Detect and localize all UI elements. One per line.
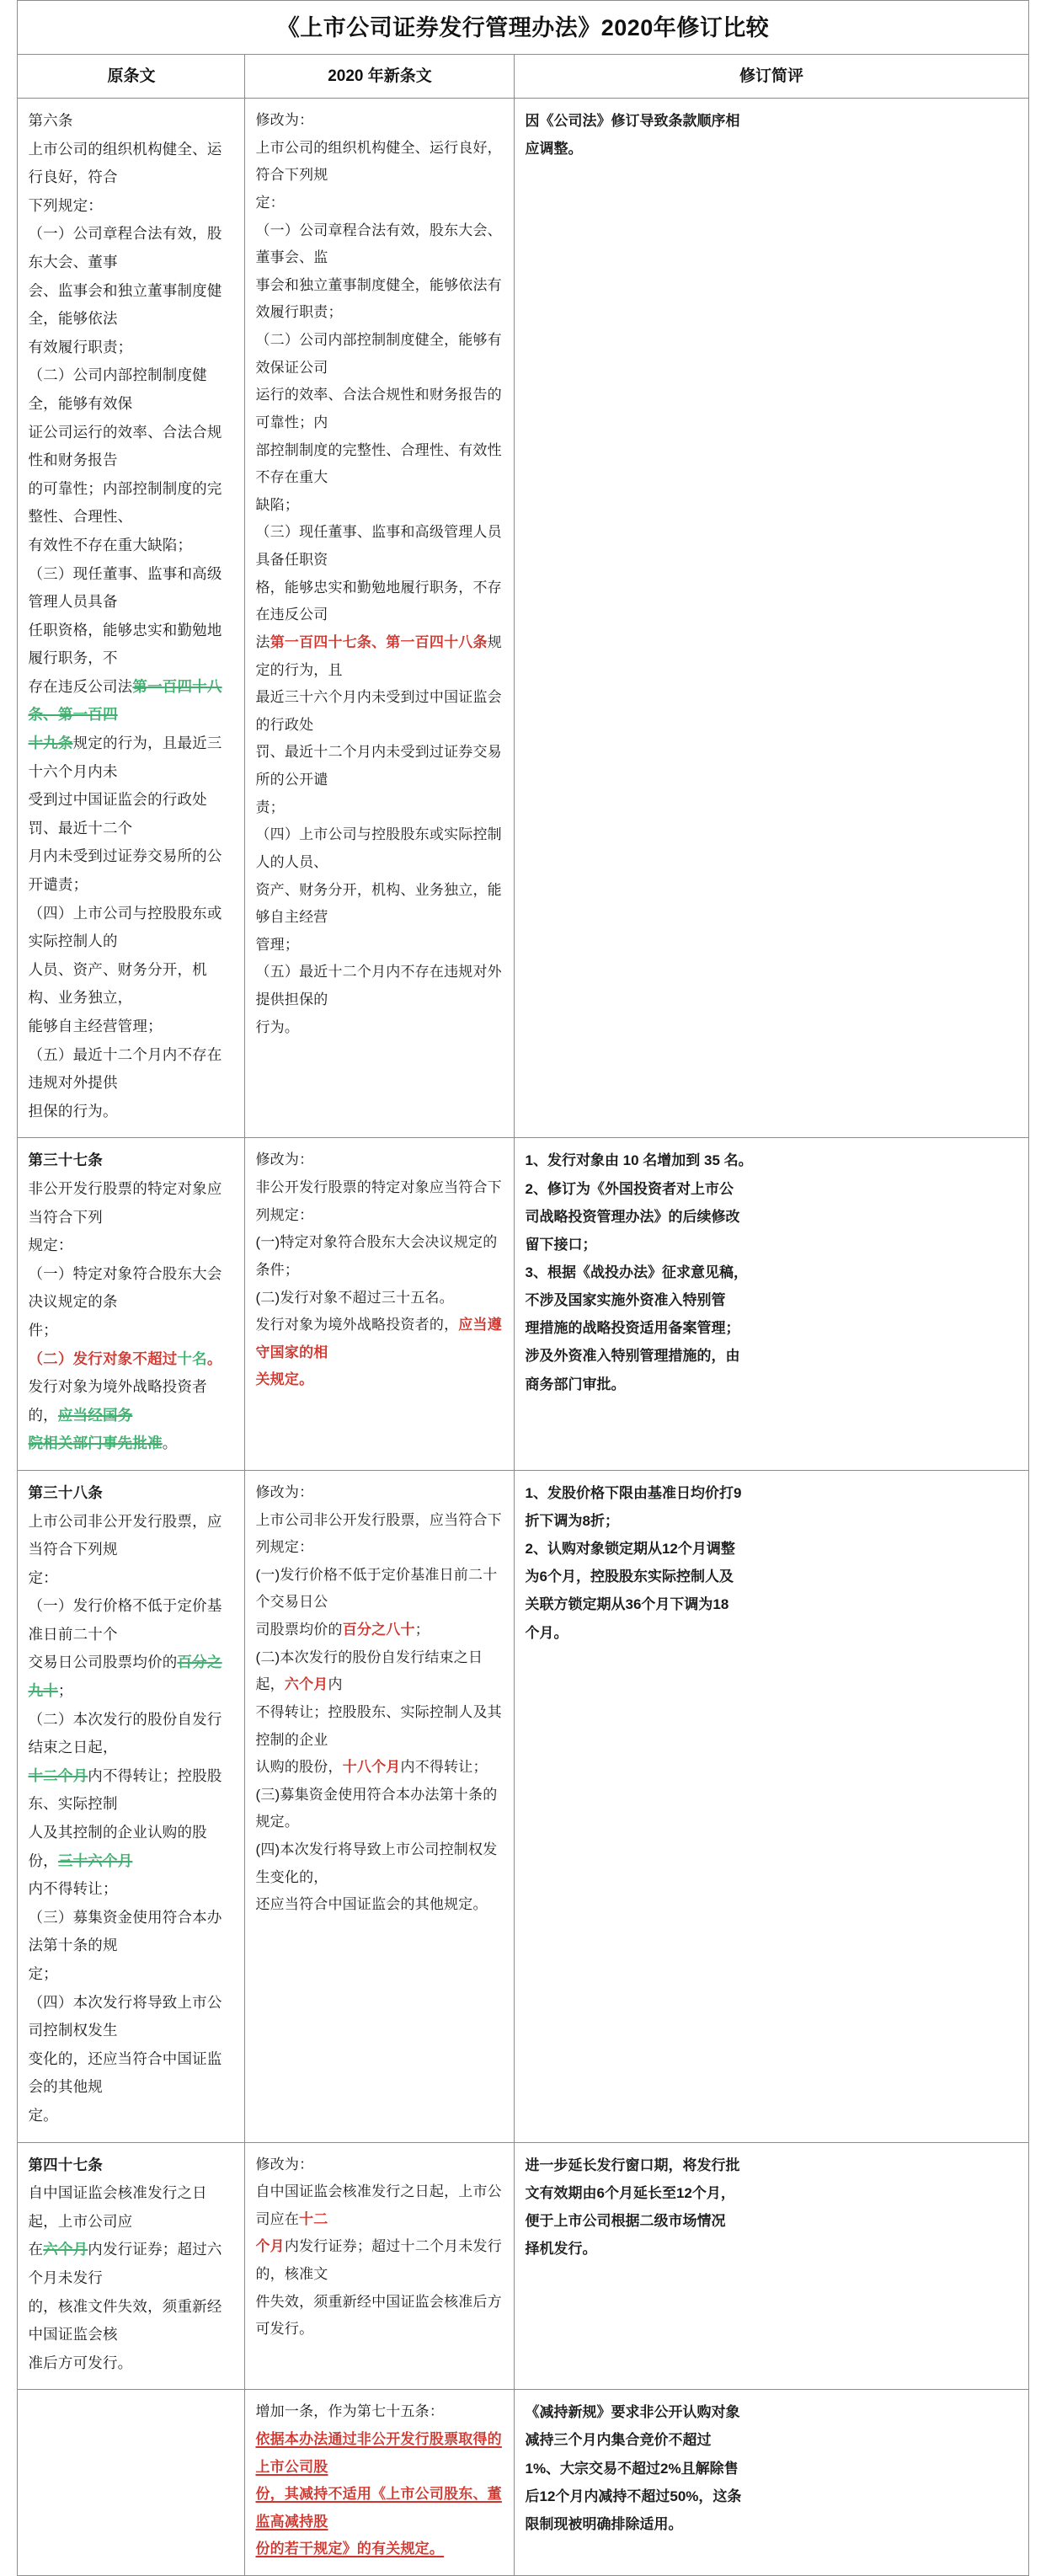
added-text: 十八个月: [342, 1759, 401, 1776]
deleted-law-ref-line2: 十九条规定的行为，且最近三十六个月内未: [28, 735, 222, 780]
cell-original-empty: [18, 2390, 245, 2576]
cell-original-article-6: 第六条 上市公司的组织机构健全、运行良好，符合 下列规定： （一）公司章程合法有效，股东大会、董事 会、监事会和独立董事制度健全，能够依法 有效履行职责； （二）公司内部控制制度健全，能够有效保 证公司运行的效率、合法合规性和财务报告 的可靠性；内部控制制度的完整性、合理性、 有效性不存在重大缺陷； （三）现任董事、监事和高级管理人员具备 任职资格，能够忠实和勤勉地履行职务，不 存在违反公司法第一百四十八条、第一百四 十九条规定的行为，且最近三十六个月内未 受到过中国证监会的行政处罚、最近十二个 月内未受到过证券交易所的公开谴责； （四）上市公司与控股股东或实际控制人的 人员、资产、财务分开，机构、业务独立， 能够自主经营管理； （五）最近十二个月内不存在违规对外提供 担保的行为。: [18, 99, 245, 1138]
cell-revised-article-6: 修改为： 上市公司的组织机构健全、运行良好，符合下列规 定： （一）公司章程合法有效，股东大会、董事会、监 事会和独立董事制度健全，能够依法有效履行职责； （二）公司内部控制制度健全，能够有效保证公司 运行的效率、合法合规性和财务报告的可靠性；内 部控制制度的完整性、合理性、有效性不存在重大 缺陷； （三）现任董事、监事和高级管理人员具备任职资 格，能够忠实和勤勉地履行职务，不存在违反公司 法第一百四十七条、第一百四十八条规定的行为，且 最近三十六个月内未受到过中国证监会的行政处 罚、最近十二个月内未受到过证券交易所的公开谴 责； （四）上市公司与控股股东或实际控制人的人员、 资产、财务分开，机构、业务独立，能够自主经营 管理； （五）最近十二个月内不存在违规对外提供担保的 行为。: [245, 99, 515, 1138]
deleted-text: 院相关部门事先批准: [28, 1435, 163, 1452]
added-text: 关规定: [255, 1371, 300, 1388]
added-text: 十二: [299, 2210, 328, 2227]
table-header-row: [18, 55, 1028, 99]
changed-line-approval-1: 发行对象为境外战略投资者的，应当经国务: [28, 1378, 207, 1424]
added-price-line: 司股票均价的百分之八十；: [255, 1622, 430, 1638]
deleted-text: 六个月: [43, 2241, 88, 2258]
deleted-text: 三十六个月: [57, 1852, 133, 1869]
article-heading: 第三十七条: [28, 1152, 103, 1169]
added-text: 第一百四十七条、第一百四十八条: [270, 633, 488, 650]
deleted-text: 百分之九十: [28, 1654, 222, 1700]
added-law-ref-line: 法第一百四十七条、第一百四十八条规定的行为，且: [255, 633, 502, 678]
changed-line-approval-2: 院相关部门事先批准。: [28, 1435, 178, 1452]
column-header-revised: 2020 年新条文: [245, 55, 515, 99]
deleted-text: 十二个月: [28, 1766, 88, 1784]
deleted-text: 十名: [177, 1349, 207, 1367]
cell-original-article-38: 第三十八条 上市公司非公开发行股票，应当符合下列规 定： （一）发行价格不低于定价基准日前二十个 交易日公司股票均价的百分之九十； （二）本次发行的股份自发行结束之日起， 十二个月内不得转让；控股股东、实际控制 人及其控制的企业认购的股份，三十六个月 内不得转让； （三）募集资金使用符合本办法第十条的规 定； （四）本次发行将导致上市公司控制权发生 变化的，还应当符合中国证监会的其他规 定。: [18, 1470, 245, 2142]
added-text: 份，其减持不适用《上市公司股东、董监高减持股: [255, 2486, 502, 2530]
title-row: [18, 1, 1028, 55]
cell-revised-article-38: 修改为： 上市公司非公开发行股票，应当符合下列规定： (一)发行价格不低于定价基准日前二十个交易日公 司股票均价的百分之八十； (二)本次发行的股份自发行结束之日起，六个月内 不得转让；控股股东、实际控制人及其控制的企业 认购的股份，十八个月内不得转让； (三)募集资金使用符合本办法第十条的规定。 (四)本次发行将导致上市公司控制权发生变化的， 还应当符合中国证监会的其他规定。: [245, 1470, 515, 2142]
article-heading: 第四十七条: [28, 2156, 103, 2173]
deleted-law-ref-line1: 存在违反公司法第一百四十八条、第一百四: [28, 677, 222, 724]
added-period-line-1: 自中国证监会核准发行之日起，上市公司应在十二: [255, 2183, 502, 2227]
deleted-text: 十九条: [28, 735, 73, 752]
table-row: [18, 1470, 1028, 2142]
cell-comment-article-47: 进一步延长发行窗口期，将发行批 文有效期由6个月延长至12个月， 便于上市公司根据二级市场情况 择机发行。: [515, 2142, 1028, 2390]
cell-comment-article-38: 1、发股价格下限由基准日均价打9 折下调为8折； 2、认购对象锁定期从12个月调整 为6个月，控股股东实际控制人及 关联方锁定期从36个月下调为18 个月。: [515, 1470, 1028, 2142]
cell-revised-article-75: [245, 2390, 515, 2576]
revision-heading: 修改为：: [255, 2156, 314, 2172]
revision-heading: 增加一条，作为第七十五条：: [255, 2403, 445, 2420]
revision-heading: 修改为：: [255, 112, 314, 128]
cell-original-article-37: 第三十七条 非公开发行股票的特定对象应当符合下列 规定： （一）特定对象符合股东大会决议规定的条 件； （二）发行对象不超过十名。 发行对象为境外战略投资者的，应当经国务 院相关部门事先批准。: [18, 1138, 245, 1471]
table-row: [18, 2390, 1028, 2576]
cell-comment-article-37: 1、发行对象由 10 名增加到 35 名。 2、修订为《外国投资者对上市公 司战略投资管理办法》的后续修改 留下接口； 3、根据《战投办法》征求意见稿， 不涉及国家实施外资准入特别管 理措施的战略投资适用备案管理； 涉及外资准入特别管理措施的，由 商务部门审批。: [515, 1138, 1028, 1471]
added-text: 依据本办法通过非公开发行股票取得的上市公司股: [255, 2430, 502, 2475]
added-text: 份的若干规定》的有关规定。: [255, 2541, 445, 2557]
cell-comment-article-75: 《减持新规》要求非公开认购对象 减持三个月内集合竞价不超过 1%、大宗交易不超过2%且解除售 后12个月内减持不超过50%，这条 限制现被明确排除适用。: [515, 2390, 1028, 2576]
added-period-line-2: 个月内发行证券；超过十二个月未发行的，核准文: [255, 2238, 502, 2283]
table-row: [18, 2142, 1028, 2390]
revision-heading: 修改为：: [255, 1152, 314, 1168]
cell-comment-article-6: 因《公司法》修订导致条款顺序相 应调整。: [515, 99, 1028, 1138]
added-text: 个月: [255, 2238, 285, 2255]
revision-comparison-table: [17, 0, 1028, 2576]
changed-period-line: 在六个月内发行证券；超过六个月未发行: [28, 2241, 222, 2286]
page-title: 《上市公司证券发行管理办法》2020年修订比较: [18, 1, 1028, 55]
revision-heading: 修改为：: [255, 1483, 314, 1500]
cell-original-article-47: 第四十七条 自中国证监会核准发行之日起，上市公司应 在六个月内发行证券；超过六个月未发行 的，核准文件失效，须重新经中国证监会核 准后方可发行。: [18, 2142, 245, 2390]
added-text: 六个月: [284, 1676, 328, 1693]
table-row: [18, 1138, 1028, 1471]
deleted-text: 第一百四十八条、第一百四: [28, 677, 222, 724]
cell-revised-article-37: 修改为： 非公开发行股票的特定对象应当符合下列规定： (一)特定对象符合股东大会决议规定的条件； (二)发行对象不超过三十五名。 发行对象为境外战略投资者的，应当遵守国家的相 关规定。: [245, 1138, 515, 1471]
deleted-text: 应当经国务: [57, 1406, 133, 1424]
changed-price-line: 交易日公司股票均价的百分之九十；: [28, 1654, 222, 1700]
changed-lockup-line-1: 十二个月内不得转让；控股股东、实际控制: [28, 1766, 222, 1813]
added-lockup-line-1: (二)本次发行的股份自发行结束之日起，六个月内: [255, 1649, 483, 1693]
table-row: [18, 99, 1028, 1138]
article-heading: 第六条: [28, 112, 73, 129]
added-rule-line-1: 发行对象为境外战略投资者的，应当遵守国家的相: [255, 1317, 502, 1360]
added-lockup-line-2: 认购的股份，十八个月内不得转让；: [255, 1759, 488, 1776]
added-rule-line-2: 关规定。: [255, 1371, 314, 1388]
changed-lockup-line-2: 人及其控制的企业认购的股份，三十六个月: [28, 1824, 207, 1869]
column-header-original: 原条文: [18, 55, 245, 99]
changed-line-quantity: （二）发行对象不超过十名。: [28, 1349, 222, 1367]
article-heading: 第三十八条: [28, 1483, 103, 1501]
added-text: 应当遵守国家的相: [255, 1317, 502, 1360]
column-header-comment: 修订简评: [515, 55, 1028, 99]
cell-revised-article-47: 修改为： 自中国证监会核准发行之日起，上市公司应在十二 个月内发行证券；超过十二个月未发行的，核准文 件失效，须重新经中国证监会核准后方可发行。: [245, 2142, 515, 2390]
added-text: 百分之八十: [342, 1622, 415, 1638]
